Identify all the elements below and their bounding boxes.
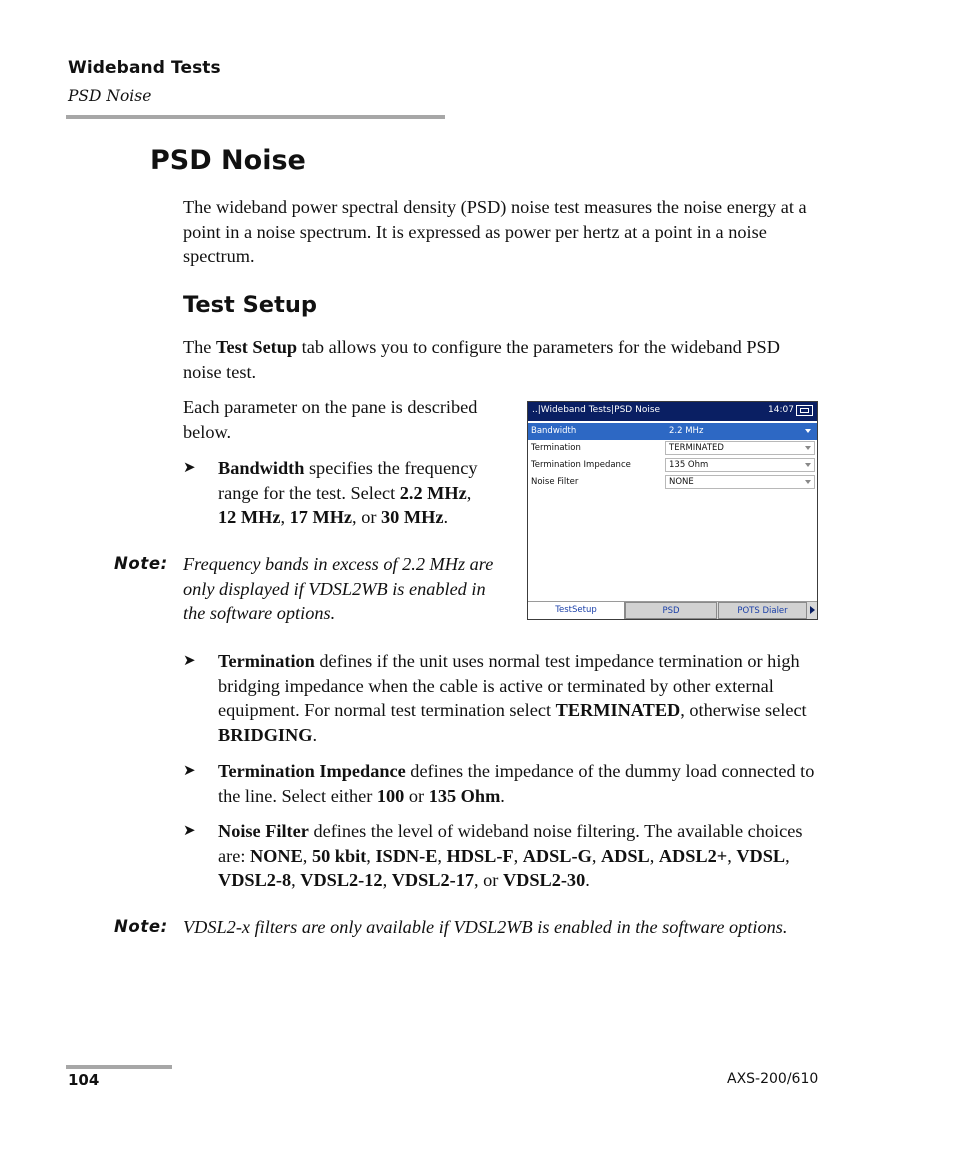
note-text: Frequency bands in excess of 2.2 MHz are only displayed if VDSL2WB is enabled in the software options. — [183, 554, 494, 624]
setting-row-termination-impedance[interactable]: Termination Impedance 135 Ohm — [528, 457, 817, 474]
tab-pots-dialer[interactable]: POTS Dialer — [718, 602, 807, 619]
keyboard-icon[interactable] — [796, 405, 813, 416]
bullet-arrow-icon: ➤ — [183, 458, 196, 476]
noise-filter-choice: NONE — [249, 845, 303, 866]
tab-testsetup[interactable]: TestSetup — [528, 602, 625, 619]
setting-row-noise-filter[interactable]: Noise Filter NONE — [528, 474, 817, 491]
setup-paragraph: The Test Setup tab allows you to configure the parameters for the wideband PSD noise test. — [183, 337, 780, 382]
device-tab-bar — [528, 601, 817, 620]
setting-row-termination[interactable]: Termination TERMINATED — [528, 440, 817, 457]
note-text: VDSL2-x filters are only available if VDSL2WB is enabled in the software options. — [183, 917, 788, 937]
page-title: PSD Noise — [150, 145, 306, 176]
noise-filter-choice: ADSL — [600, 845, 650, 866]
noise-filter-choice: ADSL-G — [522, 845, 592, 866]
header-rule — [66, 115, 445, 119]
intro-paragraph: The wideband power spectral density (PSD) noise test measures the noise energy at a point in a noise spectrum. It is expressed as power per hertz at a point in a noise spectrum. — [183, 197, 807, 267]
tab-scroll-right-icon[interactable] — [807, 602, 817, 619]
chevron-down-icon — [805, 480, 811, 484]
footer-rule — [66, 1065, 172, 1069]
noise-filter-choice: HDSL-F — [446, 845, 514, 866]
bullet-arrow-icon: ➤ — [183, 761, 196, 779]
noise-filter-choice: ISDN-E — [375, 845, 438, 866]
running-header-section: Wideband Tests — [68, 58, 221, 78]
termination-item: Termination defines if the unit uses normal test impedance termination or high bridging impedance when the cable is active or terminated by other external equipment. For normal test termination select TERMINATED, otherwise select BRIDGING. — [218, 651, 807, 745]
noise-filter-choice: VDSL2-12 — [300, 870, 383, 891]
note-label: Note: — [114, 554, 168, 573]
setting-row-bandwidth[interactable]: Bandwidth 2.2 MHz — [528, 423, 817, 440]
chevron-down-icon — [805, 463, 811, 467]
bandwidth-dropdown[interactable]: 2.2 MHz — [665, 424, 815, 438]
tab-psd[interactable]: PSD — [625, 602, 717, 619]
running-header-subsection: PSD Noise — [68, 87, 152, 105]
bullet-arrow-icon: ➤ — [183, 651, 196, 669]
section-heading: Test Setup — [183, 292, 317, 318]
noise-filter-choice: ADSL2+ — [658, 845, 728, 866]
noise-filter-choice: 50 kbit — [311, 845, 367, 866]
chevron-down-icon — [805, 446, 811, 450]
noise-filter-choice: VDSL — [736, 845, 786, 866]
document-id: AXS-200/610 — [727, 1071, 819, 1087]
device-title: ..|Wideband Tests|PSD Noise — [532, 405, 661, 415]
device-screenshot — [527, 401, 818, 620]
termination-dropdown[interactable]: TERMINATED — [665, 441, 815, 455]
parameters-intro: Each parameter on the pane is described below. — [183, 397, 478, 442]
device-titlebar — [528, 402, 817, 421]
chevron-down-icon — [805, 429, 811, 433]
bullet-arrow-icon: ➤ — [183, 821, 196, 839]
note-label: Note: — [114, 917, 168, 936]
bandwidth-item: Bandwidth specifies the frequency range for the test. Select 2.2 MHz, 12 MHz, 17 MHz, or 30 MHz. — [218, 458, 478, 528]
page-number: 104 — [68, 1071, 100, 1089]
device-clock: 14:07 — [768, 405, 794, 415]
noise-filter-choice: VDSL2-17 — [391, 870, 474, 891]
noise-filter-dropdown[interactable]: NONE — [665, 475, 815, 489]
noise-filter-choice: VDSL2-8 — [218, 870, 292, 891]
impedance-item: Termination Impedance defines the impedance of the dummy load connected to the line. Select either 100 or 135 Ohm. — [218, 761, 815, 806]
impedance-dropdown[interactable]: 135 Ohm — [665, 458, 815, 472]
noise-filter-choices: NONE, 50 kbit, ISDN-E, HDSL-F, ADSL-G, ADSL, ADSL2+, VDSL, VDSL2-8, VDSL2-12, VDSL2-17 — [218, 845, 790, 891]
noise-filter-item: Noise Filter defines the level of wideband noise filtering. The available choices are: NONE, 50 kbit, ISDN-E, HDSL-F, ADSL-G, ADSL, ADSL2+, VDSL, VDSL2-8, VDSL2-12, VDSL2-17, or VDSL2-30. — [218, 821, 803, 891]
